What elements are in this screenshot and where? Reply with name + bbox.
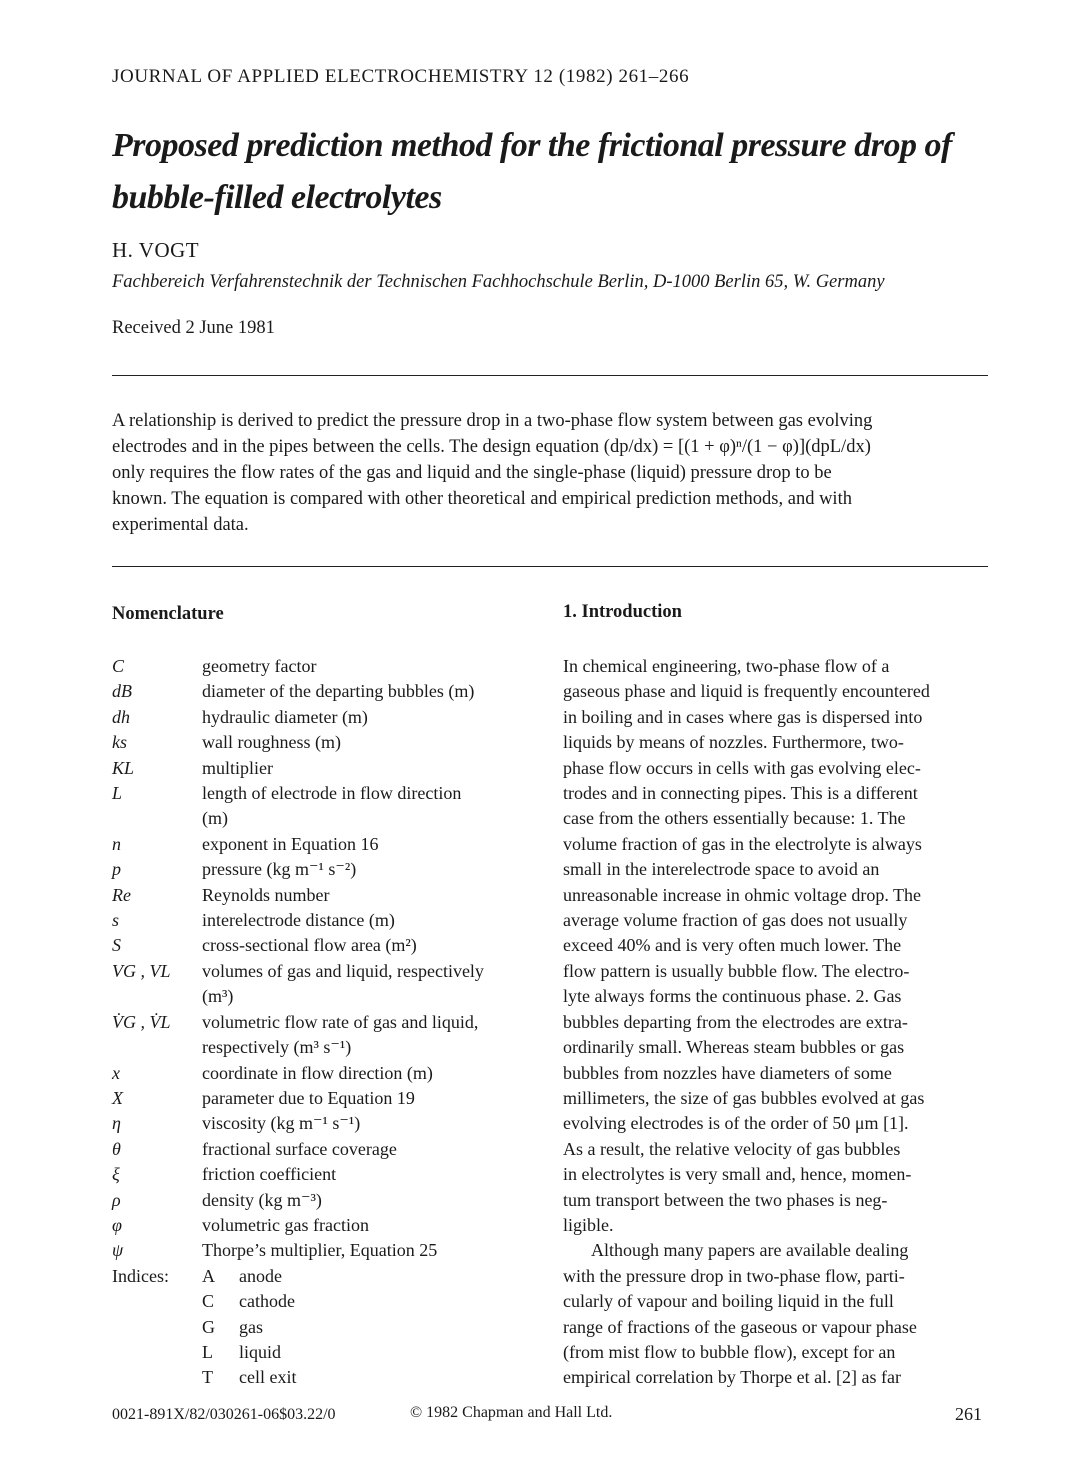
intro-line: tum transport between the two phases is neg- (563, 1189, 888, 1210)
nom-description: volumetric gas fraction (202, 1214, 369, 1235)
intro-line: range of fractions of the gaseous or vapour phase (563, 1316, 917, 1337)
nom-symbol: VG , VL (112, 960, 171, 981)
index-description: gas (239, 1316, 263, 1337)
nom-description: respectively (m³ s⁻¹) (202, 1037, 352, 1058)
nom-symbol: X (112, 1087, 123, 1108)
intro-line: volume fraction of gas in the electrolyte is always (563, 833, 922, 854)
index-description: cathode (239, 1291, 295, 1312)
top-divider (112, 375, 988, 376)
intro-line: evolving electrodes is of the order of 50 μm [1]. (563, 1113, 909, 1134)
nom-symbol: n (112, 833, 121, 854)
intro-line: ordinarily small. Whereas steam bubbles or gas (563, 1037, 905, 1058)
intro-line: bubbles from nozzles have diameters of some (563, 1062, 892, 1083)
footer-code: 0021-891X/82/030261-06$03.22/0 (112, 1406, 336, 1423)
nom-description: interelectrode distance (m) (202, 910, 395, 931)
nom-symbol: dh (112, 706, 130, 727)
intro-line: unreasonable increase in ohmic voltage drop. The (563, 884, 922, 905)
nomenclature-row (112, 705, 552, 730)
intro-line: millimeters, the size of gas bubbles evolved at gas (563, 1087, 925, 1108)
nom-symbol: KL (112, 757, 135, 778)
nom-symbol: p (112, 859, 121, 880)
nomenclature-row (112, 1061, 552, 1086)
nomenclature-row (112, 1188, 552, 1213)
nom-description: coordinate in flow direction (m) (202, 1062, 433, 1083)
nom-symbol: x (112, 1062, 120, 1083)
received-date: Received 2 June 1981 (112, 318, 275, 338)
indices-label: Indices: (112, 1265, 169, 1286)
nom-symbol: ρ (112, 1189, 121, 1210)
nomenclature-row (112, 1111, 552, 1136)
nom-symbol: Re (112, 884, 131, 905)
indices-row (112, 1289, 552, 1314)
intro-line: in boiling and in cases where gas is dispersed into (563, 706, 923, 727)
intro-line: case from the others essentially because: 1. The (563, 808, 906, 829)
nom-description: pressure (kg m⁻¹ s⁻²) (202, 859, 357, 880)
nomenclature-row (112, 1238, 552, 1263)
nom-description: viscosity (kg m⁻¹ s⁻¹) (202, 1113, 361, 1134)
index-code: C (202, 1291, 215, 1312)
indices-row (112, 1264, 552, 1289)
nom-description: friction coefficient (202, 1164, 337, 1185)
nom-description: (m) (202, 808, 228, 829)
intro-line: ligible. (563, 1214, 614, 1235)
title-line-1: Proposed prediction method for the frictional pressure drop of (112, 127, 952, 164)
intro-line: As a result, the relative velocity of gas bubbles (563, 1138, 901, 1159)
nom-description: Thorpe’s multiplier, Equation 25 (202, 1240, 438, 1261)
nomenclature-row (112, 654, 552, 679)
paper-title (112, 120, 1012, 224)
index-code: T (202, 1367, 213, 1388)
intro-line: average volume fraction of gas does not usually (563, 910, 908, 931)
nomenclature-row (112, 1162, 552, 1187)
nom-symbol (112, 984, 202, 1009)
nomenclature-row (112, 908, 552, 933)
nom-symbol (112, 1035, 202, 1060)
nom-symbol: ξ (112, 1164, 120, 1185)
nom-description: length of electrode in flow direction (202, 783, 462, 804)
index-description: cell exit (239, 1367, 297, 1388)
abstract-line: only requires the flow rates of the gas and liquid and the single-phase (liquid) pressure drop to be (112, 463, 832, 483)
intro-line: in electrolytes is very small and, hence, momen- (563, 1164, 912, 1185)
nomenclature-row (112, 1086, 552, 1111)
abstract-line: A relationship is derived to predict the pressure drop in a two-phase flow system between gas evolving (112, 411, 873, 431)
nom-symbol: S (112, 935, 121, 956)
nom-symbol: ψ (112, 1240, 124, 1261)
nomenclature-heading: Nomenclature (112, 604, 224, 624)
nomenclature-row (112, 730, 552, 755)
nom-description: multiplier (202, 757, 273, 778)
indices-row (112, 1365, 552, 1390)
nom-description: fractional surface coverage (202, 1138, 397, 1159)
nomenclature-list (112, 654, 552, 1391)
affiliation: Fachbereich Verfahrenstechnik der Technischen Fachhochschule Berlin, D-1000 Berlin 65, W. Germany (112, 272, 885, 292)
nomenclature-row (112, 806, 552, 831)
nom-description: volumes of gas and liquid, respectively (202, 960, 484, 981)
title-line-2: bubble-filled electrolytes (112, 179, 442, 216)
nom-description: (m³) (202, 986, 234, 1007)
nom-symbol: C (112, 656, 125, 676)
intro-line: (from mist flow to bubble flow), except for an (563, 1341, 896, 1362)
nomenclature-row (112, 1213, 552, 1238)
intro-line: lyte always forms the continuous phase. 2. Gas (563, 986, 902, 1007)
abstract-line: experimental data. (112, 515, 249, 535)
indices-row (112, 1340, 552, 1365)
nomenclature-row (112, 781, 552, 806)
nom-symbol: φ (112, 1214, 122, 1235)
nom-symbol: θ (112, 1138, 121, 1159)
page-number: 261 (955, 1404, 982, 1424)
nomenclature-row (112, 959, 552, 984)
abstract-line: known. The equation is compared with other theoretical and empirical prediction methods, and with (112, 489, 852, 509)
index-description: anode (239, 1265, 282, 1286)
nom-symbol: V̇G , V̇L (112, 1011, 171, 1032)
nom-description: parameter due to Equation 19 (202, 1087, 415, 1108)
index-description: liquid (239, 1341, 282, 1362)
introduction-heading: 1. Introduction (563, 602, 682, 622)
nom-description: exponent in Equation 16 (202, 833, 379, 854)
intro-line: Although many papers are available dealing (591, 1240, 909, 1261)
nom-symbol: η (112, 1113, 121, 1134)
nomenclature-row (112, 756, 552, 781)
nomenclature-row (112, 984, 552, 1009)
nomenclature-row (112, 679, 552, 704)
abstract-line: electrodes and in the pipes between the cells. The design equation (dp/dx) = [(1 + φ)ⁿ/(1 − φ)](dpL/dx) (112, 437, 871, 457)
intro-line: empirical correlation by Thorpe et al. [2] as far (563, 1367, 902, 1388)
nom-description: diameter of the departing bubbles (m) (202, 681, 475, 702)
intro-line: In chemical engineering, two-phase flow of a (563, 656, 890, 676)
intro-line: exceed 40% and is very often much lower. The (563, 935, 902, 956)
intro-line: small in the interelectrode space to avoid an (563, 859, 880, 880)
intro-line: phase flow occurs in cells with gas evolving elec- (563, 757, 921, 778)
intro-line: liquids by means of nozzles. Furthermore, two- (563, 732, 904, 753)
author: H. VOGT (112, 238, 200, 262)
nomenclature-row (112, 857, 552, 882)
nom-symbol: ks (112, 732, 127, 753)
introduction-body (563, 654, 993, 1391)
nomenclature-row (112, 1010, 552, 1035)
nomenclature-row (112, 832, 552, 857)
footer-copyright: © 1982 Chapman and Hall Ltd. (410, 1404, 613, 1421)
intro-line: gaseous phase and liquid is frequently encountered (563, 681, 930, 702)
index-code: L (202, 1341, 213, 1362)
nom-symbol: s (112, 910, 120, 931)
intro-line: cularly of vapour and boiling liquid in the full (563, 1291, 894, 1312)
nomenclature-row (112, 1035, 552, 1060)
nom-description: geometry factor (202, 656, 317, 676)
nom-symbol: L (112, 783, 123, 804)
nom-description: volumetric flow rate of gas and liquid, (202, 1011, 479, 1032)
index-code: A (202, 1265, 215, 1286)
abstract (112, 408, 992, 538)
bottom-divider (112, 566, 988, 567)
intro-line: bubbles departing from the electrodes are extra- (563, 1011, 908, 1032)
nom-symbol (112, 806, 202, 831)
nom-description: Reynolds number (202, 884, 330, 905)
nom-description: density (kg m⁻³) (202, 1189, 322, 1210)
indices-row (112, 1315, 552, 1340)
nomenclature-row (112, 1137, 552, 1162)
intro-line: trodes and in connecting pipes. This is a different (563, 783, 918, 804)
nom-symbol: dB (112, 681, 132, 702)
nomenclature-row (112, 883, 552, 908)
journal-header: JOURNAL OF APPLIED ELECTROCHEMISTRY 12 (1982) 261–266 (112, 66, 690, 87)
nomenclature-row (112, 933, 552, 958)
nom-description: hydraulic diameter (m) (202, 706, 368, 727)
nom-description: wall roughness (m) (202, 732, 341, 753)
intro-line: flow pattern is usually bubble flow. The electro- (563, 960, 910, 981)
nom-description: cross-sectional flow area (m²) (202, 935, 417, 956)
index-code: G (202, 1316, 215, 1337)
intro-line: with the pressure drop in two-phase flow, parti- (563, 1265, 905, 1286)
